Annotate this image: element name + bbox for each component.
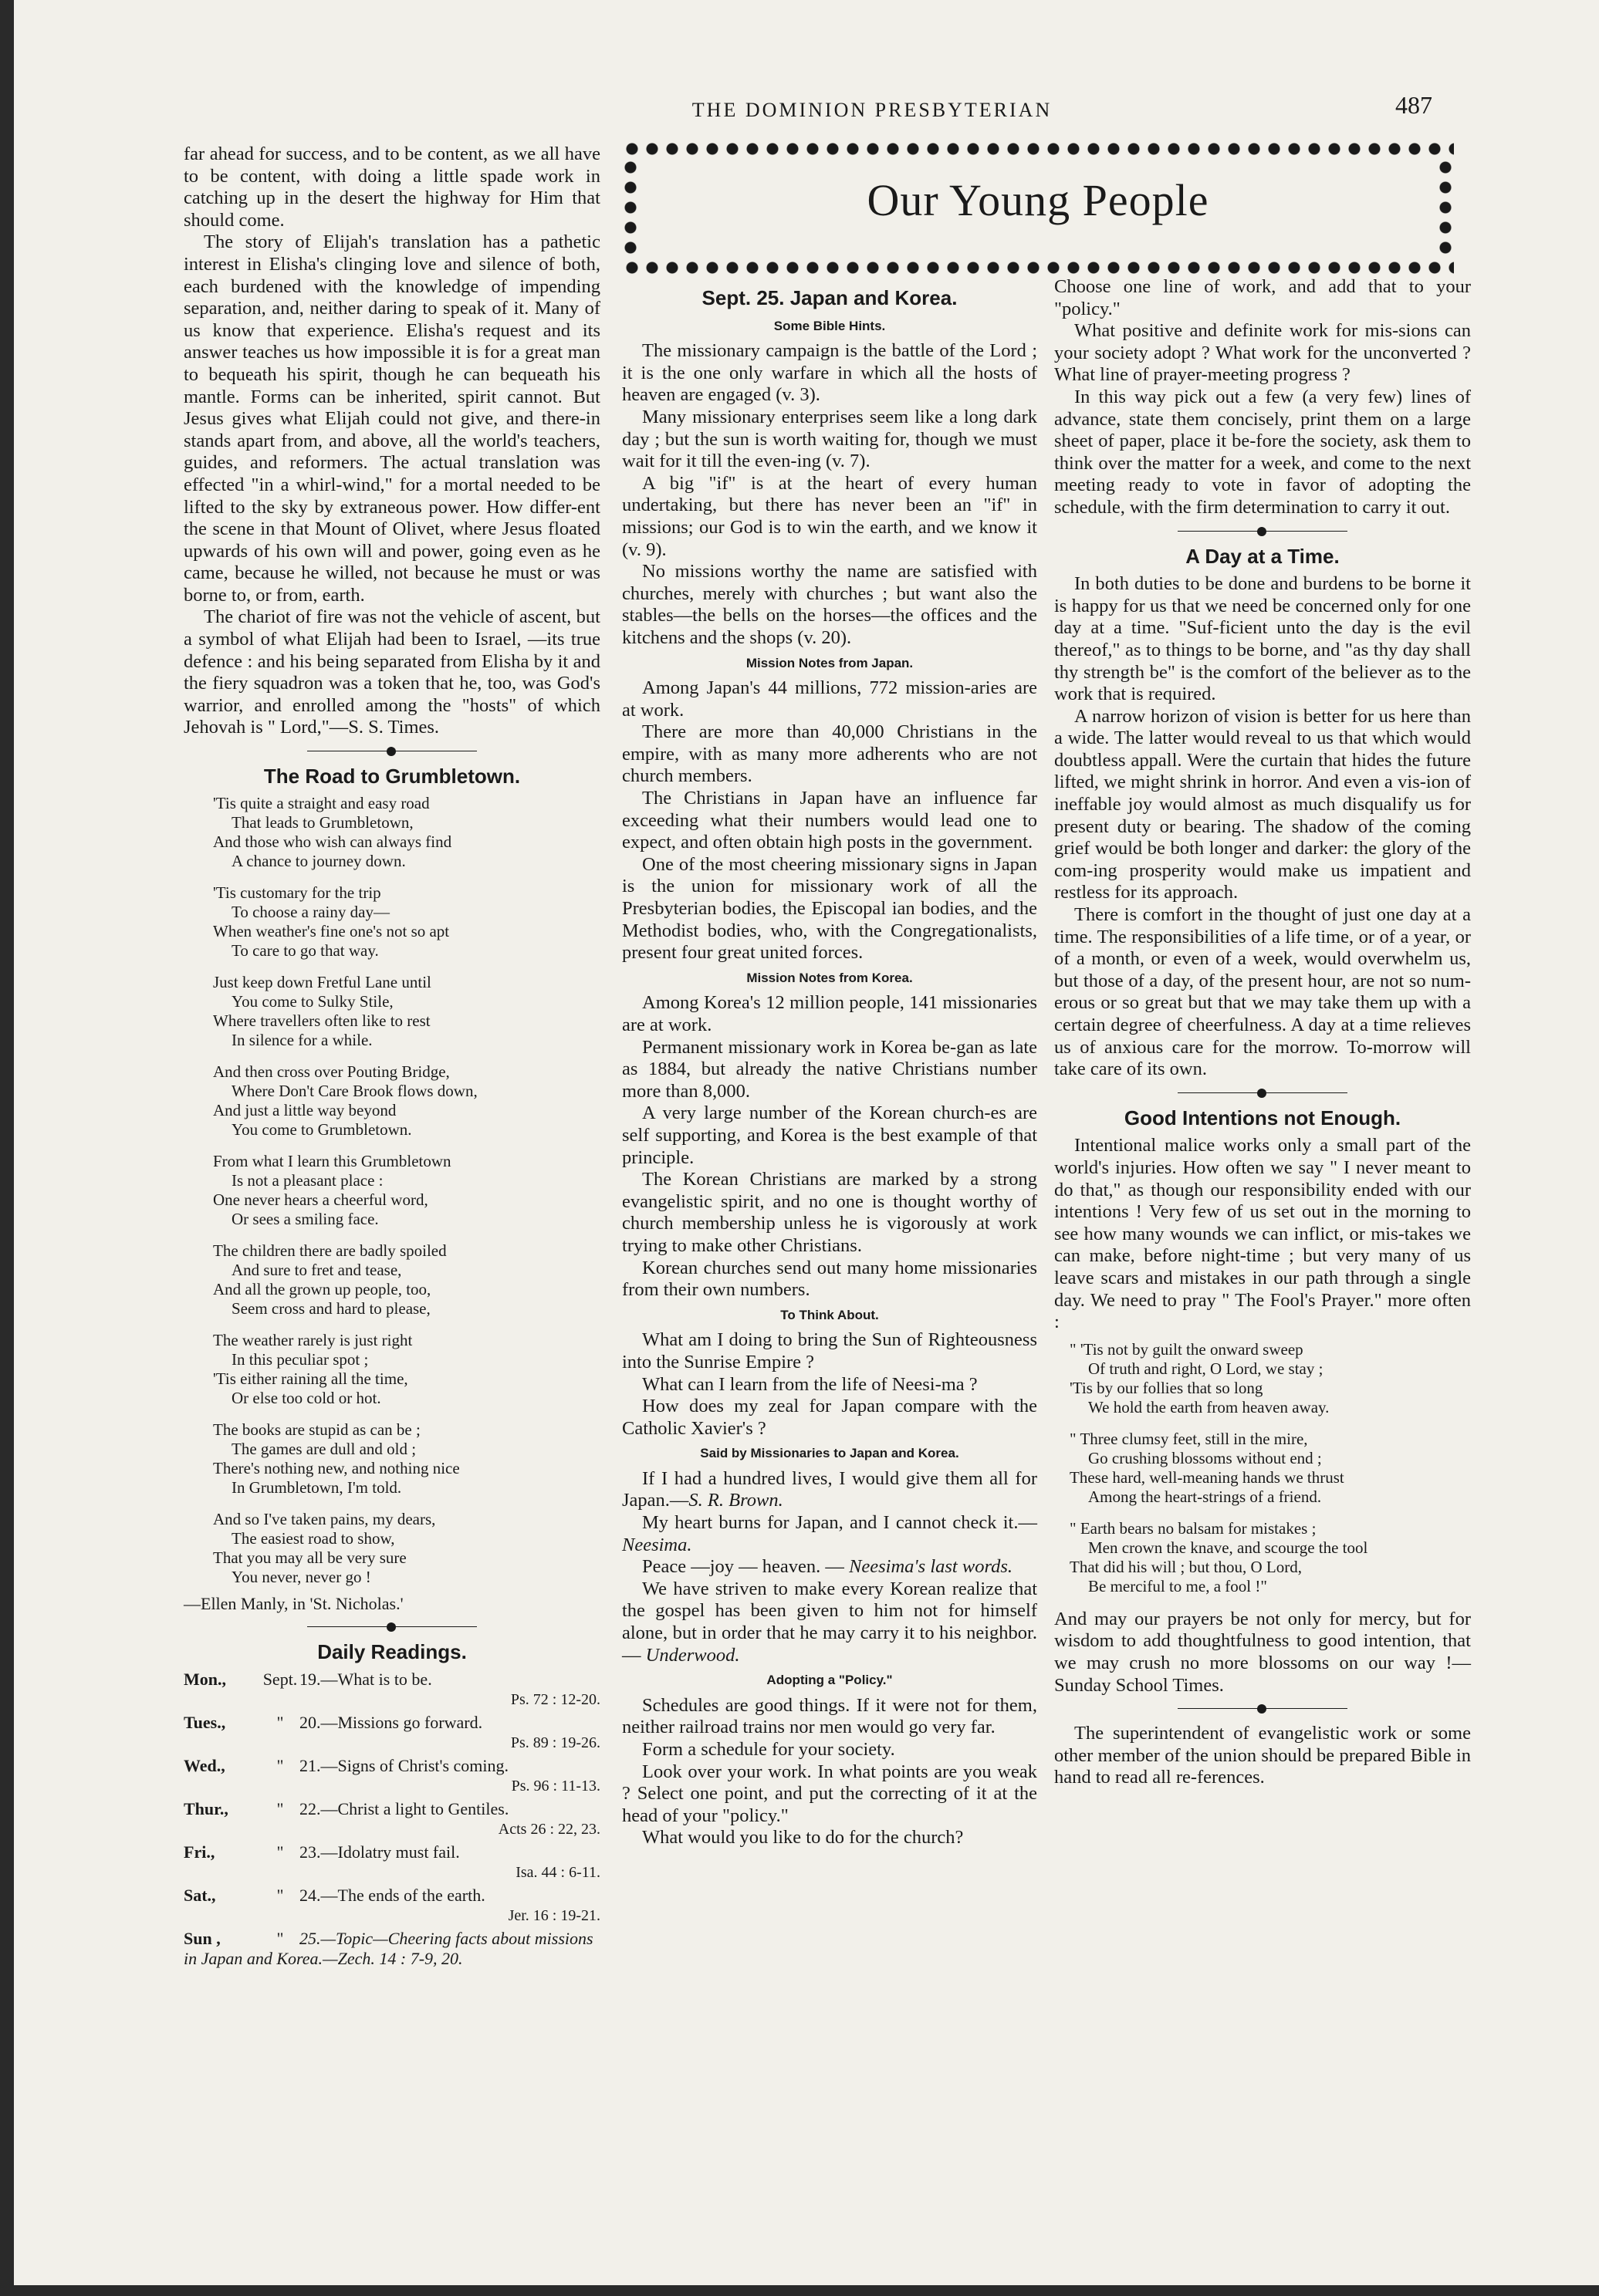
paragraph: What would you like to do for the church? xyxy=(642,1827,964,1849)
reading-row xyxy=(184,1713,600,1753)
quote-paragraph xyxy=(622,1468,1037,1512)
quote-paragraph xyxy=(622,1512,1037,1556)
reading-reference: Acts 26 : 22, 23. xyxy=(498,1820,600,1838)
poem-line: To choose a rainy day— xyxy=(232,902,390,921)
page-number: 487 xyxy=(1395,91,1432,119)
fools-prayer-poem xyxy=(1070,1340,1471,1596)
reading-month: " xyxy=(276,1842,284,1862)
banner-border-top xyxy=(622,140,1454,157)
scan-edge-left xyxy=(0,0,14,2296)
poem-line: The weather rarely is just right xyxy=(213,1330,413,1349)
section-divider xyxy=(307,1622,477,1630)
poem-line: We hold the earth from heaven away. xyxy=(1088,1397,1330,1416)
paragraph: The superintendent of evangelistic work or some other member of the union should be prepared Bible in hand to read all re-ferences. xyxy=(1054,1723,1471,1788)
paragraph: Korean churches send out many home missionaries from their own numbers. xyxy=(622,1257,1037,1301)
poem-stanza xyxy=(1070,1340,1471,1417)
reading-topic: 23.—Idolatry must fail. xyxy=(299,1842,460,1862)
paragraph: One of the most cheering missionary signs in Japan is the union for missionary work of all the Presbyterian bodies, the Episcopal ian bodies, and the Methodist bodies, who, with the Congregationalists, present four great united forces. xyxy=(622,853,1037,964)
quote-text: If I had a hundred lives, I would give them all for Japan.— xyxy=(622,1467,1037,1511)
reading-row xyxy=(184,1670,600,1710)
poem-line: That did his will ; but thou, O Lord, xyxy=(1070,1557,1302,1576)
reading-day: Sat., xyxy=(184,1885,216,1905)
reading-row xyxy=(184,1842,600,1882)
poem-stanza xyxy=(213,1510,600,1587)
subheading: Some Bible Hints. xyxy=(773,318,886,333)
reading-day: Sun , xyxy=(184,1928,221,1948)
poem-line: 'Tis customary for the trip xyxy=(213,883,381,902)
poem-line: 'Tis quite a straight and easy road xyxy=(213,793,430,812)
reading-day: Tues., xyxy=(184,1712,226,1732)
quote-author: Underwood. xyxy=(645,1644,740,1666)
poem-stanza xyxy=(213,883,600,961)
poem-line: To care to go that way. xyxy=(232,940,379,960)
reading-reference: Ps. 96 : 11-13. xyxy=(511,1777,600,1795)
poem-line: From what I learn this Grumbletown xyxy=(213,1151,451,1170)
paragraph: What am I doing to bring the Sun of Righteousness into the Sunrise Empire ? xyxy=(622,1329,1037,1373)
reading-topic: 19.—What is to be. xyxy=(299,1669,432,1689)
poem-line: The children there are badly spoiled xyxy=(213,1241,447,1260)
paragraph: There are more than 40,000 Christians in the empire, with as many more adherents who are not church members. xyxy=(622,721,1037,787)
reading-row xyxy=(184,1929,600,1969)
paragraph: How does my zeal for Japan compare with the Catholic Xavier's ? xyxy=(622,1396,1037,1439)
paragraph: Among Japan's 44 millions, 772 mission-aries are at work. xyxy=(622,677,1037,721)
paragraph: In both duties to be done and burdens to be borne it is happy for us that we need be concerned only for one day at a time. "Suf-ficient unto the day is the evil thereof," as to things to be borne, and "as thy day shall thy strength be" is the comfort of the believer as to the work that is required. xyxy=(1054,573,1471,705)
korea-notes xyxy=(622,992,1037,1301)
paragraph: A very large number of the Korean church-es are self supporting, and Korea is the best example of that principle. xyxy=(622,1102,1037,1168)
reading-month: " xyxy=(276,1885,284,1905)
paragraph: The missionary campaign is the battle of the Lord ; it is the one only warfare in which all the hosts of heaven are engaged (v. 3). xyxy=(622,340,1037,406)
policy-paragraphs xyxy=(622,1695,1037,1849)
subheading: To Think About. xyxy=(780,1307,879,1322)
quote-text: We have striven to make every Korean realize that the gospel has been given to him not for himself alone, but in order that he may carry it to his neighbor.— xyxy=(622,1578,1037,1666)
paragraph: What can I learn from the life of Neesi-ma ? xyxy=(642,1373,978,1395)
column-left xyxy=(184,144,600,1972)
poem-line: Where Don't Care Brook flows down, xyxy=(232,1081,478,1100)
reading-topic: 25.—Topic—Cheering facts about missions in Japan and Korea.—Zech. 14 : 7-9, 20. xyxy=(184,1928,593,1968)
quote-text: Peace —joy — heaven. — xyxy=(642,1556,850,1578)
reading-month: " xyxy=(276,1712,284,1732)
reading-day: Thur., xyxy=(184,1798,228,1818)
paragraph: Choose one line of work, and add that to your "policy." xyxy=(1054,276,1471,319)
poem-stanza xyxy=(1070,1430,1471,1507)
reading-day: Mon., xyxy=(184,1669,226,1689)
poem-line: In Grumbletown, I'm told. xyxy=(232,1477,402,1497)
poem-line: Or else too cold or hot. xyxy=(232,1388,381,1407)
column-right xyxy=(1054,276,1471,1789)
paragraph: Permanent missionary work in Korea be-gan as late as 1884, but already the native Christians number more than 8,000. xyxy=(622,1036,1037,1102)
think-about xyxy=(622,1329,1037,1440)
quote-author: Neesima. xyxy=(622,1534,692,1555)
reading-row xyxy=(184,1799,600,1839)
reading-month: Sept. xyxy=(262,1669,298,1689)
section-divider xyxy=(307,747,477,755)
paragraph: Schedules are good things. If it were not for them, neither railroad trains nor men would go very far. xyxy=(622,1694,1037,1738)
poem-grumbletown xyxy=(213,794,600,1587)
poem-stanza xyxy=(1070,1519,1471,1596)
poem-line: Be merciful to me, a fool !" xyxy=(1088,1576,1267,1595)
poem-line: A chance to journey down. xyxy=(232,851,406,870)
paragraph: Form a schedule for your society. xyxy=(642,1739,895,1760)
paragraph: A narrow horizon of vision is better for us here than a wide. The latter would reveal to us that which would doubtless appall. Were the curtain that hides the future lifted, we might shrink in horror. And even a vis-ion of ineffable joy would almost as much disqualify us for present duty or bearing. The shadow of the coming grief would be both longer and darker: the glory of the com-ing prosperity would make us impatient and restless for its approach. xyxy=(1054,705,1471,903)
poem-line: And just a little way beyond xyxy=(213,1100,397,1119)
scan-edge-bottom xyxy=(0,2285,1599,2296)
paragraph: And may our prayers be not only for mercy, but for wisdom to add thoughtfulness to good intention, that we may crush no more blossoms on our way !—Sunday School Times. xyxy=(1054,1608,1471,1696)
banner-title: Our Young People xyxy=(867,175,1209,225)
poem-line: One never hears a cheerful word, xyxy=(213,1190,428,1209)
poem-line: The games are dull and old ; xyxy=(232,1439,417,1458)
poem-line: In silence for a while. xyxy=(232,1030,373,1049)
poem-stanza xyxy=(213,1062,600,1140)
japan-notes xyxy=(622,677,1037,964)
poem-line: Men crown the knave, and scourge the tool xyxy=(1088,1538,1368,1557)
poem-line: And all the grown up people, too, xyxy=(213,1279,431,1298)
poem-line: Or sees a smiling face. xyxy=(232,1209,379,1228)
poem-line: You never, never go ! xyxy=(232,1567,371,1586)
paragraph: A big "if" is at the heart of every human undertaking, but there has never been an "if" in missions; our God is to win the earth, and we know it (v. 9). xyxy=(622,472,1037,560)
poem-stanza xyxy=(213,1152,600,1229)
poem-line: Go crushing blossoms without end ; xyxy=(1088,1448,1322,1467)
reading-topic: 20.—Missions go forward. xyxy=(299,1712,483,1732)
paragraph: Many missionary enterprises seem like a long dark day ; but the sun is worth waiting for, though we must wait for it till the even-ing (v. 7). xyxy=(622,406,1037,472)
paragraph: No missions worthy the name are satisfied with churches, merely with churches ; but want also the stables—the bells on the horses—the offices and the kitchens and the shops (v. 20). xyxy=(622,561,1037,648)
poem-line: And then cross over Pouting Bridge, xyxy=(213,1062,450,1081)
poem-line: Of truth and right, O Lord, we stay ; xyxy=(1088,1359,1323,1378)
reading-topic: 22.—Christ a light to Gentiles. xyxy=(299,1798,509,1818)
poem-line: These hard, well-meaning hands we thrust xyxy=(1070,1467,1344,1487)
subheading: Mission Notes from Japan. xyxy=(745,655,914,670)
poem-line: You come to Grumbletown. xyxy=(232,1119,412,1139)
poem-line: That leads to Grumbletown, xyxy=(232,812,414,832)
running-title: THE DOMINION PRESBYTERIAN xyxy=(691,99,1053,121)
poem-line: When weather's fine one's not so apt xyxy=(213,921,450,940)
paragraph: The Christians in Japan have an influence far exceeding what their numbers would lead one to expect, and often obtain high posts in the government. xyxy=(622,788,1037,853)
poem-line: In this peculiar spot ; xyxy=(232,1349,369,1369)
poem-line: Among the heart-strings of a friend. xyxy=(1088,1487,1322,1506)
poem-title: The Road to Grumbletown. xyxy=(263,765,521,788)
poem-stanza xyxy=(213,1331,600,1408)
poem-line: " Earth bears no balsam for mistakes ; xyxy=(1070,1518,1317,1538)
poem-line: The books are stupid as can be ; xyxy=(213,1420,421,1439)
paragraph: Among Korea's 12 million people, 141 missionaries are at work. xyxy=(622,992,1037,1035)
paragraph: Intentional malice works only a small part of the world's injuries. How often we say " I never meant to do that," as though our responsibility ended with our intentions ! Very few of us set out in the morning to see how many wounds we can inflict, or mis-takes we can make, before night-time ; but very many of us leave scars and mistakes in our path through a single day. We need to pray " The Fool's Prayer." more often : xyxy=(1054,1135,1471,1333)
poem-line: " 'Tis not by guilt the onward sweep xyxy=(1070,1339,1303,1359)
paragraph: In this way pick out a few (a very few) lines of advance, state them concisely, print them on a large sheet of paper, place it be-fore the society, ask them to think over the matter for a week, and come to the next meeting ready to vote in favor of adopting the schedule, with the firm determination to carry it out. xyxy=(1054,386,1471,518)
section-banner xyxy=(622,140,1454,276)
poem-line: And sure to fret and tease, xyxy=(232,1260,402,1279)
reading-row xyxy=(184,1886,600,1926)
paragraph: The story of Elijah's translation has a pathetic interest in Elisha's clinging love and silence of both, each burdened with the knowledge of impending separation, and, neither daring to speak of it. Many of us know that experience. Elisha's request and its answer teaches us how impossible it is for a great man to bequeath his spirit, though he can bequeath his mantle. Forms can be inherited, spirit cannot. But Jesus gives what Elijah could not give, and there-in stands apart from, and above, all the world's teachers, guides, and reformers. The actual translation was effected "in a whirl-wind," for a mortal needed to be lifted to the sky by extraneous power. How differ-ent the scene in that Mount of Olivet, where Jesus floated upwards of his own will and power, going even as he came, because he willed, not because he must or was borne to, or from, earth. xyxy=(184,231,600,606)
poem-line: Seem cross and hard to please, xyxy=(232,1298,431,1318)
daily-readings-list xyxy=(184,1670,600,1969)
column-middle xyxy=(622,287,1037,1849)
reading-month: " xyxy=(276,1755,284,1775)
quote-author: Neesima's last words. xyxy=(849,1556,1012,1578)
section-divider xyxy=(1178,527,1347,535)
poem-stanza xyxy=(213,1420,600,1497)
poem-line: Where travellers often like to rest xyxy=(213,1011,431,1030)
paragraph: The chariot of fire was not the vehicle of ascent, but a symbol of what Elijah had been to Israel, —its true defence : and his being separated from Elisha by it and the fiery squadron was a token that he, too, was God's warrior, and enrolled among the "hosts" of which Jehovah is " Lord,"—S. S. Times. xyxy=(184,606,600,738)
section-divider xyxy=(1178,1704,1347,1712)
subheading: Said by Missionaries to Japan and Korea. xyxy=(700,1446,959,1461)
reading-reference: Ps. 89 : 19-26. xyxy=(510,1734,600,1751)
quote-author: S. R. Brown. xyxy=(688,1490,783,1511)
day-title: A Day at a Time. xyxy=(1185,544,1340,568)
good-title: Good Intentions not Enough. xyxy=(1124,1106,1401,1129)
quote-paragraph xyxy=(622,1578,1037,1666)
reading-month: " xyxy=(276,1928,284,1948)
quote-text: My heart burns for Japan, and I cannot check it.— xyxy=(642,1512,1037,1534)
paragraph: The Korean Christians are marked by a strong evangelistic spirit, and no one is thought worthy of church membership unless he is vigorously at work trying to make other Christians. xyxy=(622,1169,1037,1256)
paragraph: What positive and definite work for mis-sions can your society adopt ? What work for the unconverted ? What line of prayer-meeting progress ? xyxy=(1054,320,1471,386)
quote-paragraph xyxy=(622,1556,1037,1578)
poem-line: 'Tis by our follies that so long xyxy=(1070,1378,1263,1397)
poem-line: Just keep down Fretful Lane until xyxy=(213,972,431,991)
poem-line: The easiest road to show, xyxy=(232,1528,395,1548)
poem-line: Is not a pleasant place : xyxy=(232,1170,384,1190)
topic-heading: Sept. 25. Japan and Korea. xyxy=(701,286,958,309)
poem-line: There's nothing new, and nothing nice xyxy=(213,1458,460,1477)
reading-topic: 21.—Signs of Christ's coming. xyxy=(299,1755,509,1775)
poem-line: You come to Sulky Stile, xyxy=(232,991,394,1011)
paragraph: There is comfort in the thought of just one day at a time. The responsibilities of a life time, or of a year, or of a month, or even of a week, would overwhelm us, but those of a day, of the present hour, are not so num-erous or so great but that we may take them up with a certain degree of cheerfulness. A day at a time relieves us of anxious care for the morrow. To-morrow will take care of its own. xyxy=(1054,904,1471,1080)
bible-hints xyxy=(622,340,1037,649)
reading-topic: 24.—The ends of the earth. xyxy=(299,1885,485,1905)
reading-row xyxy=(184,1756,600,1796)
poem-line: That you may all be very sure xyxy=(213,1548,407,1567)
poem-stanza xyxy=(213,1241,600,1319)
poem-line: And so I've taken pains, my dears, xyxy=(213,1509,436,1528)
subheading: Adopting a "Policy." xyxy=(766,1673,893,1688)
poem-line: 'Tis either raining all the time, xyxy=(213,1369,408,1388)
paragraph: far ahead for success, and to be content, as we all have to be content, with doing a little spade work in catching up in the desert the highway for Him that should come. xyxy=(184,144,600,231)
poem-stanza xyxy=(213,973,600,1050)
section-divider xyxy=(1178,1089,1347,1096)
reading-day: Fri., xyxy=(184,1842,215,1862)
paragraph: Look over your work. In what points are you weak ? Select one point, and put the correcting of it at the head of your "policy." xyxy=(622,1761,1037,1826)
reading-reference: Isa. 44 : 6-11. xyxy=(516,1863,600,1881)
readings-title: Daily Readings. xyxy=(317,1640,467,1664)
reading-reference: Jer. 16 : 19-21. xyxy=(508,1906,600,1924)
banner-border-bottom xyxy=(622,259,1454,276)
subheading: Mission Notes from Korea. xyxy=(746,970,913,985)
poem-line: " Three clumsy feet, still in the mire, xyxy=(1070,1429,1308,1448)
poem-stanza xyxy=(213,794,600,871)
poem-line: And those who wish can always find xyxy=(213,832,452,851)
missionary-quotes xyxy=(622,1468,1037,1666)
reading-day: Wed., xyxy=(184,1755,225,1775)
poem-credit: —Ellen Manly, in 'St. Nicholas.' xyxy=(184,1593,404,1613)
reading-month: " xyxy=(276,1798,284,1818)
reading-reference: Ps. 72 : 12-20. xyxy=(510,1690,600,1708)
